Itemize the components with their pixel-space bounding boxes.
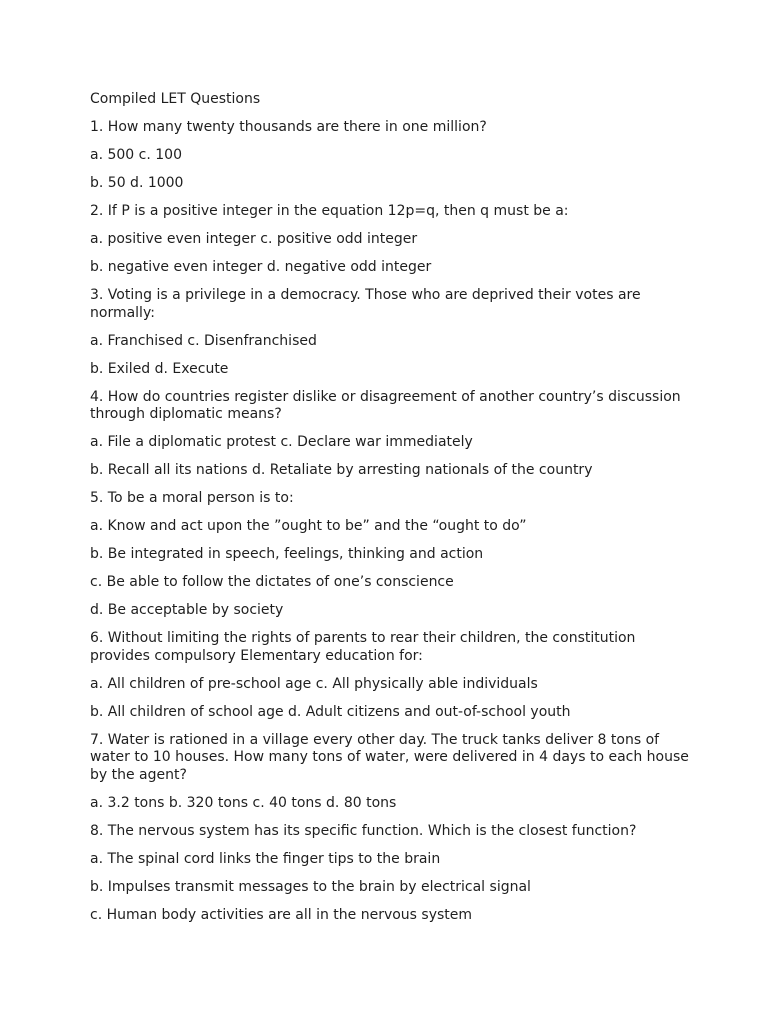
question-5: 5. To be a moral person is to: xyxy=(90,490,294,506)
question-1-options-bd: b. 50 d. 1000 xyxy=(90,175,184,191)
question-4-options-bd: b. Recall all its nations d. Retaliate by arresting nationals of the country xyxy=(90,462,593,478)
question-7: 7. Water is rationed in a village every other day. The truck tanks deliver 8 tons of water to 10 houses. How many tons of water, were delivered in 4 days to each house by the agent? xyxy=(90,731,689,783)
question-2-options-ac: a. positive even integer c. positive odd integer xyxy=(90,231,418,247)
question-1-options-ac: a. 500 c. 100 xyxy=(90,147,182,163)
question-6: 6. Without limiting the rights of parents to rear their children, the constitution provides compulsory Elementary education for: xyxy=(90,630,636,664)
question-4-options-ac: a. File a diplomatic protest c. Declare war immediately xyxy=(90,434,473,450)
question-3-options-bd: b. Exiled d. Execute xyxy=(90,360,229,377)
question-5-option-d: d. Be acceptable by society xyxy=(90,602,284,618)
question-8-option-c: c. Human body activities are all in the nervous system xyxy=(90,906,473,923)
question-3-options-ac: a. Franchised c. Disenfranchised xyxy=(90,332,317,349)
question-1: 1. How many twenty thousands are there in one million? xyxy=(90,119,487,135)
question-2-options-bd: b. negative even integer d. negative odd integer xyxy=(90,259,432,275)
question-2: 2. If P is a positive integer in the equation 12p=q, then q must be a: xyxy=(90,203,569,219)
question-5-option-c: c. Be able to follow the dictates of one’s conscience xyxy=(90,574,454,590)
document-page xyxy=(90,91,690,935)
document-title: Compiled LET Questions xyxy=(90,91,261,107)
question-8: 8. The nervous system has its specific function. Which is the closest function? xyxy=(90,822,637,839)
question-5-option-b: b. Be integrated in speech, feelings, thinking and action xyxy=(90,546,484,562)
question-3: 3. Voting is a privilege in a democracy. Those who are deprived their votes are normally: xyxy=(90,287,641,321)
question-8-option-b: b. Impulses transmit messages to the brain by electrical signal xyxy=(90,878,531,895)
question-6-options-ac: a. All children of pre-school age c. All physically able individuals xyxy=(90,675,538,692)
question-6-options-bd: b. All children of school age d. Adult citizens and out-of-school youth xyxy=(90,703,571,720)
question-7-options: a. 3.2 tons b. 320 tons c. 40 tons d. 80 tons xyxy=(90,794,397,811)
question-8-option-a: a. The spinal cord links the finger tips to the brain xyxy=(90,850,441,867)
question-5-option-a: a. Know and act upon the ”ought to be” and the “ought to do” xyxy=(90,518,527,534)
question-4: 4. How do countries register dislike or disagreement of another country’s discussion through diplomatic means? xyxy=(90,388,681,422)
